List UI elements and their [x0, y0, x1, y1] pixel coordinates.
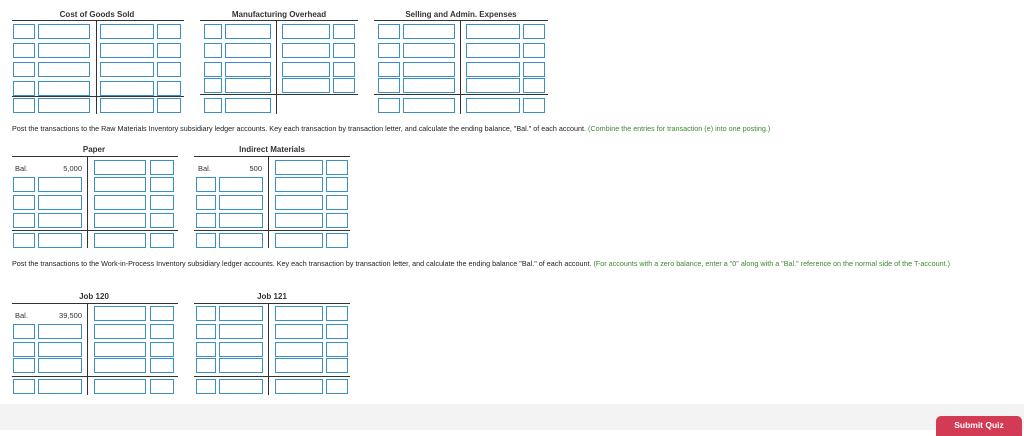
- im-debit-ref[interactable]: [196, 213, 216, 228]
- job121-credit-amount[interactable]: [275, 306, 323, 321]
- bal-label: Bal.: [198, 164, 211, 173]
- job121-credit-ref[interactable]: [326, 342, 348, 357]
- mo-credit-amount[interactable]: [282, 43, 330, 58]
- sa-credit-amount[interactable]: [466, 24, 520, 39]
- im-credit-ref[interactable]: [326, 213, 348, 228]
- sa-credit-amount[interactable]: [466, 62, 520, 77]
- submit-quiz-button[interactable]: Submit Quiz: [936, 416, 1022, 436]
- cogs-credit-ref[interactable]: [157, 43, 181, 58]
- t-account-divider: [87, 303, 88, 395]
- paper-credit-amount[interactable]: [94, 177, 146, 192]
- paper-bal-credit-amount[interactable]: [94, 233, 146, 248]
- im-bal-amount[interactable]: [219, 233, 263, 248]
- sa-credit-ref[interactable]: [523, 24, 545, 39]
- sa-bal-ref[interactable]: [378, 98, 400, 113]
- footer-bar: [0, 404, 1024, 430]
- cogs-bal-credit-ref[interactable]: [157, 98, 181, 113]
- cogs-bal-credit-amount[interactable]: [100, 98, 154, 113]
- sa-total-line: [374, 94, 548, 95]
- cogs-credit-amount[interactable]: [100, 81, 154, 96]
- job120-debit-ref[interactable]: [13, 358, 35, 373]
- t-account-top-line: [12, 156, 178, 157]
- mo-debit-amount[interactable]: [225, 24, 271, 39]
- paper-credit-amount[interactable]: [94, 195, 146, 210]
- cogs-debit-ref[interactable]: [13, 24, 35, 39]
- job121-credit-amount[interactable]: [275, 324, 323, 339]
- mo-debit-amount[interactable]: [225, 78, 271, 93]
- cogs-debit-ref[interactable]: [13, 81, 35, 96]
- mo-credit-amount[interactable]: [282, 62, 330, 77]
- t-account-divider: [268, 156, 269, 248]
- sa-debit-amount[interactable]: [403, 43, 455, 58]
- sa-debit-amount[interactable]: [403, 62, 455, 77]
- sa-credit-amount[interactable]: [466, 43, 520, 58]
- job120-credit-ref[interactable]: [150, 306, 174, 321]
- cogs-debit-amount[interactable]: [38, 24, 90, 39]
- job120-debit-amount[interactable]: [38, 358, 82, 373]
- wip-instruction: [12, 259, 1016, 269]
- bal-value: 500: [249, 164, 262, 173]
- mo-credit-ref[interactable]: [333, 43, 355, 58]
- paper-debit-ref[interactable]: [13, 177, 35, 192]
- paper-credit-ref[interactable]: [150, 160, 174, 175]
- paper-bal-ref[interactable]: [13, 233, 35, 248]
- mo-credit-ref[interactable]: [333, 24, 355, 39]
- t-account-top-line: [374, 20, 548, 21]
- bal-label: Bal.: [15, 311, 28, 320]
- job120-bal-ref[interactable]: [13, 379, 35, 394]
- mo-bal-amount[interactable]: [225, 98, 271, 113]
- mo-credit-amount[interactable]: [282, 24, 330, 39]
- t-account-top-line: [12, 20, 184, 21]
- job121-debit-ref[interactable]: [196, 306, 216, 321]
- sa-bal-credit-amount[interactable]: [466, 98, 520, 113]
- cogs-credit-amount[interactable]: [100, 62, 154, 77]
- bal-value: 39,500: [59, 311, 82, 320]
- mo-debit-amount[interactable]: [225, 43, 271, 58]
- im-credit-ref[interactable]: [326, 177, 348, 192]
- t-account-top-line: [194, 156, 350, 157]
- paper-bal-credit-ref[interactable]: [150, 233, 174, 248]
- paper-debit-amount[interactable]: [38, 177, 82, 192]
- sa-debit-amount[interactable]: [403, 24, 455, 39]
- cogs-debit-ref[interactable]: [13, 43, 35, 58]
- sa-bal-amount[interactable]: [403, 98, 455, 113]
- instruction-text: Post the transactions to the Work-in-Process Inventory subsidiary ledger accounts. Key each transaction by transaction letter, and calculate the ending balance "Bal." of each account.: [12, 259, 592, 268]
- sa-credit-ref[interactable]: [523, 43, 545, 58]
- mo-credit-ref[interactable]: [333, 62, 355, 77]
- cogs-total-line: [12, 96, 184, 97]
- job121-debit-amount[interactable]: [219, 358, 263, 373]
- job121-debit-amount[interactable]: [219, 342, 263, 357]
- paper-debit-amount[interactable]: [38, 213, 82, 228]
- t-account-title: Cost of Goods Sold: [59, 10, 135, 19]
- mo-bal-ref[interactable]: [204, 98, 222, 113]
- instruction-text: Post the transactions to the Raw Materials Inventory subsidiary ledger accounts. Key each transaction by transaction letter, and calculate the ending balance, "Bal." of each account.: [12, 124, 587, 133]
- cogs-debit-ref[interactable]: [13, 62, 35, 77]
- instruction-hint: (Combine the entries for transaction (e) into one posting.): [588, 124, 771, 133]
- cogs-debit-amount[interactable]: [38, 62, 90, 77]
- paper-credit-amount[interactable]: [94, 213, 146, 228]
- bal-label: Bal.: [15, 164, 28, 173]
- job121-debit-ref[interactable]: [196, 324, 216, 339]
- mo-debit-ref[interactable]: [204, 43, 222, 58]
- job121-credit-amount[interactable]: [275, 358, 323, 373]
- cogs-bal-amount[interactable]: [38, 98, 90, 113]
- job120-debit-amount[interactable]: [38, 324, 82, 339]
- t-account-title: Indirect Materials: [239, 145, 305, 154]
- job120-bal-amount[interactable]: [38, 379, 82, 394]
- cogs-credit-ref[interactable]: [157, 81, 181, 96]
- sa-credit-ref[interactable]: [523, 78, 545, 93]
- mo-debit-ref[interactable]: [204, 78, 222, 93]
- job121-credit-ref[interactable]: [326, 358, 348, 373]
- job120-credit-ref[interactable]: [150, 358, 174, 373]
- instruction-hint: (For accounts with a zero balance, enter a "0" along with a "Bal." reference on the normal side of the T-account.): [593, 259, 950, 268]
- t-account-title: Job 121: [257, 292, 287, 301]
- job121-debit-ref[interactable]: [196, 342, 216, 357]
- sa-credit-ref[interactable]: [523, 62, 545, 77]
- cogs-credit-ref[interactable]: [157, 62, 181, 77]
- mo-debit-amount[interactable]: [225, 62, 271, 77]
- job121-credit-ref[interactable]: [326, 324, 348, 339]
- job121-debit-amount[interactable]: [219, 324, 263, 339]
- raw-materials-instruction: [12, 124, 1022, 134]
- job120-debit-amount[interactable]: [38, 342, 82, 357]
- sa-debit-amount[interactable]: [403, 78, 455, 93]
- job120-bal-credit-amount[interactable]: [94, 379, 146, 394]
- t-account-title: Job 120: [79, 292, 109, 301]
- im-credit-amount[interactable]: [275, 160, 323, 175]
- job121-bal-credit-ref[interactable]: [326, 379, 348, 394]
- job120-credit-ref[interactable]: [150, 342, 174, 357]
- im-credit-amount[interactable]: [275, 213, 323, 228]
- job120-bal-credit-ref[interactable]: [150, 379, 174, 394]
- mo-credit-amount[interactable]: [282, 78, 330, 93]
- mo-debit-ref[interactable]: [204, 62, 222, 77]
- paper-credit-amount[interactable]: [94, 160, 146, 175]
- job121-debit-amount[interactable]: [219, 306, 263, 321]
- paper-credit-ref[interactable]: [150, 213, 174, 228]
- t-account-top-line: [194, 303, 350, 304]
- sa-debit-ref[interactable]: [378, 24, 400, 39]
- sa-debit-ref[interactable]: [378, 62, 400, 77]
- t-account-title: Manufacturing Overhead: [231, 10, 327, 19]
- paper-debit-ref[interactable]: [13, 213, 35, 228]
- im-credit-amount[interactable]: [275, 195, 323, 210]
- job121-bal-credit-amount[interactable]: [275, 379, 323, 394]
- t-account-title: Selling and Admin. Expenses: [405, 10, 517, 19]
- cogs-debit-amount[interactable]: [38, 43, 90, 58]
- paper-total-line: [12, 230, 178, 231]
- im-debit-amount[interactable]: [219, 213, 263, 228]
- paper-credit-ref[interactable]: [150, 177, 174, 192]
- paper-debit-amount[interactable]: [38, 195, 82, 210]
- paper-credit-ref[interactable]: [150, 195, 174, 210]
- t-account-divider: [460, 20, 461, 114]
- cogs-debit-amount[interactable]: [38, 81, 90, 96]
- im-total-line: [194, 230, 350, 231]
- job120-debit-ref[interactable]: [13, 324, 35, 339]
- paper-bal-amount[interactable]: [38, 233, 82, 248]
- cogs-credit-ref[interactable]: [157, 24, 181, 39]
- im-debit-amount[interactable]: [219, 177, 263, 192]
- sa-bal-credit-ref[interactable]: [523, 98, 545, 113]
- im-debit-ref[interactable]: [196, 195, 216, 210]
- job120-debit-ref[interactable]: [13, 342, 35, 357]
- im-credit-ref[interactable]: [326, 195, 348, 210]
- sa-debit-ref[interactable]: [378, 43, 400, 58]
- mo-total-line: [200, 94, 358, 95]
- t-account-divider: [87, 156, 88, 248]
- job120-credit-amount[interactable]: [94, 342, 146, 357]
- im-bal-credit-amount[interactable]: [275, 233, 323, 248]
- mo-debit-ref[interactable]: [204, 24, 222, 39]
- im-bal-ref[interactable]: [196, 233, 216, 248]
- job121-credit-ref[interactable]: [326, 306, 348, 321]
- t-account-top-line: [200, 20, 358, 21]
- paper-debit-ref[interactable]: [13, 195, 35, 210]
- im-credit-ref[interactable]: [326, 160, 348, 175]
- t-account-divider: [268, 303, 269, 395]
- sa-credit-amount[interactable]: [466, 78, 520, 93]
- im-debit-ref[interactable]: [196, 177, 216, 192]
- cogs-credit-amount[interactable]: [100, 24, 154, 39]
- mo-credit-ref[interactable]: [333, 78, 355, 93]
- job121-total-line: [194, 376, 350, 377]
- t-account-divider: [276, 20, 277, 114]
- bal-value: 5,000: [63, 164, 82, 173]
- job120-credit-amount[interactable]: [94, 324, 146, 339]
- job121-bal-amount[interactable]: [219, 379, 263, 394]
- cogs-bal-ref[interactable]: [13, 98, 35, 113]
- job120-total-line: [12, 376, 178, 377]
- job120-credit-amount[interactable]: [94, 306, 146, 321]
- cogs-credit-amount[interactable]: [100, 43, 154, 58]
- job121-credit-amount[interactable]: [275, 342, 323, 357]
- job121-bal-ref[interactable]: [196, 379, 216, 394]
- im-debit-amount[interactable]: [219, 195, 263, 210]
- job121-debit-ref[interactable]: [196, 358, 216, 373]
- im-credit-amount[interactable]: [275, 177, 323, 192]
- sa-debit-ref[interactable]: [378, 78, 400, 93]
- t-account-top-line: [12, 303, 178, 304]
- im-bal-credit-ref[interactable]: [326, 233, 348, 248]
- t-account-title: Paper: [82, 145, 106, 154]
- job120-credit-amount[interactable]: [94, 358, 146, 373]
- t-account-divider: [96, 20, 97, 114]
- job120-credit-ref[interactable]: [150, 324, 174, 339]
